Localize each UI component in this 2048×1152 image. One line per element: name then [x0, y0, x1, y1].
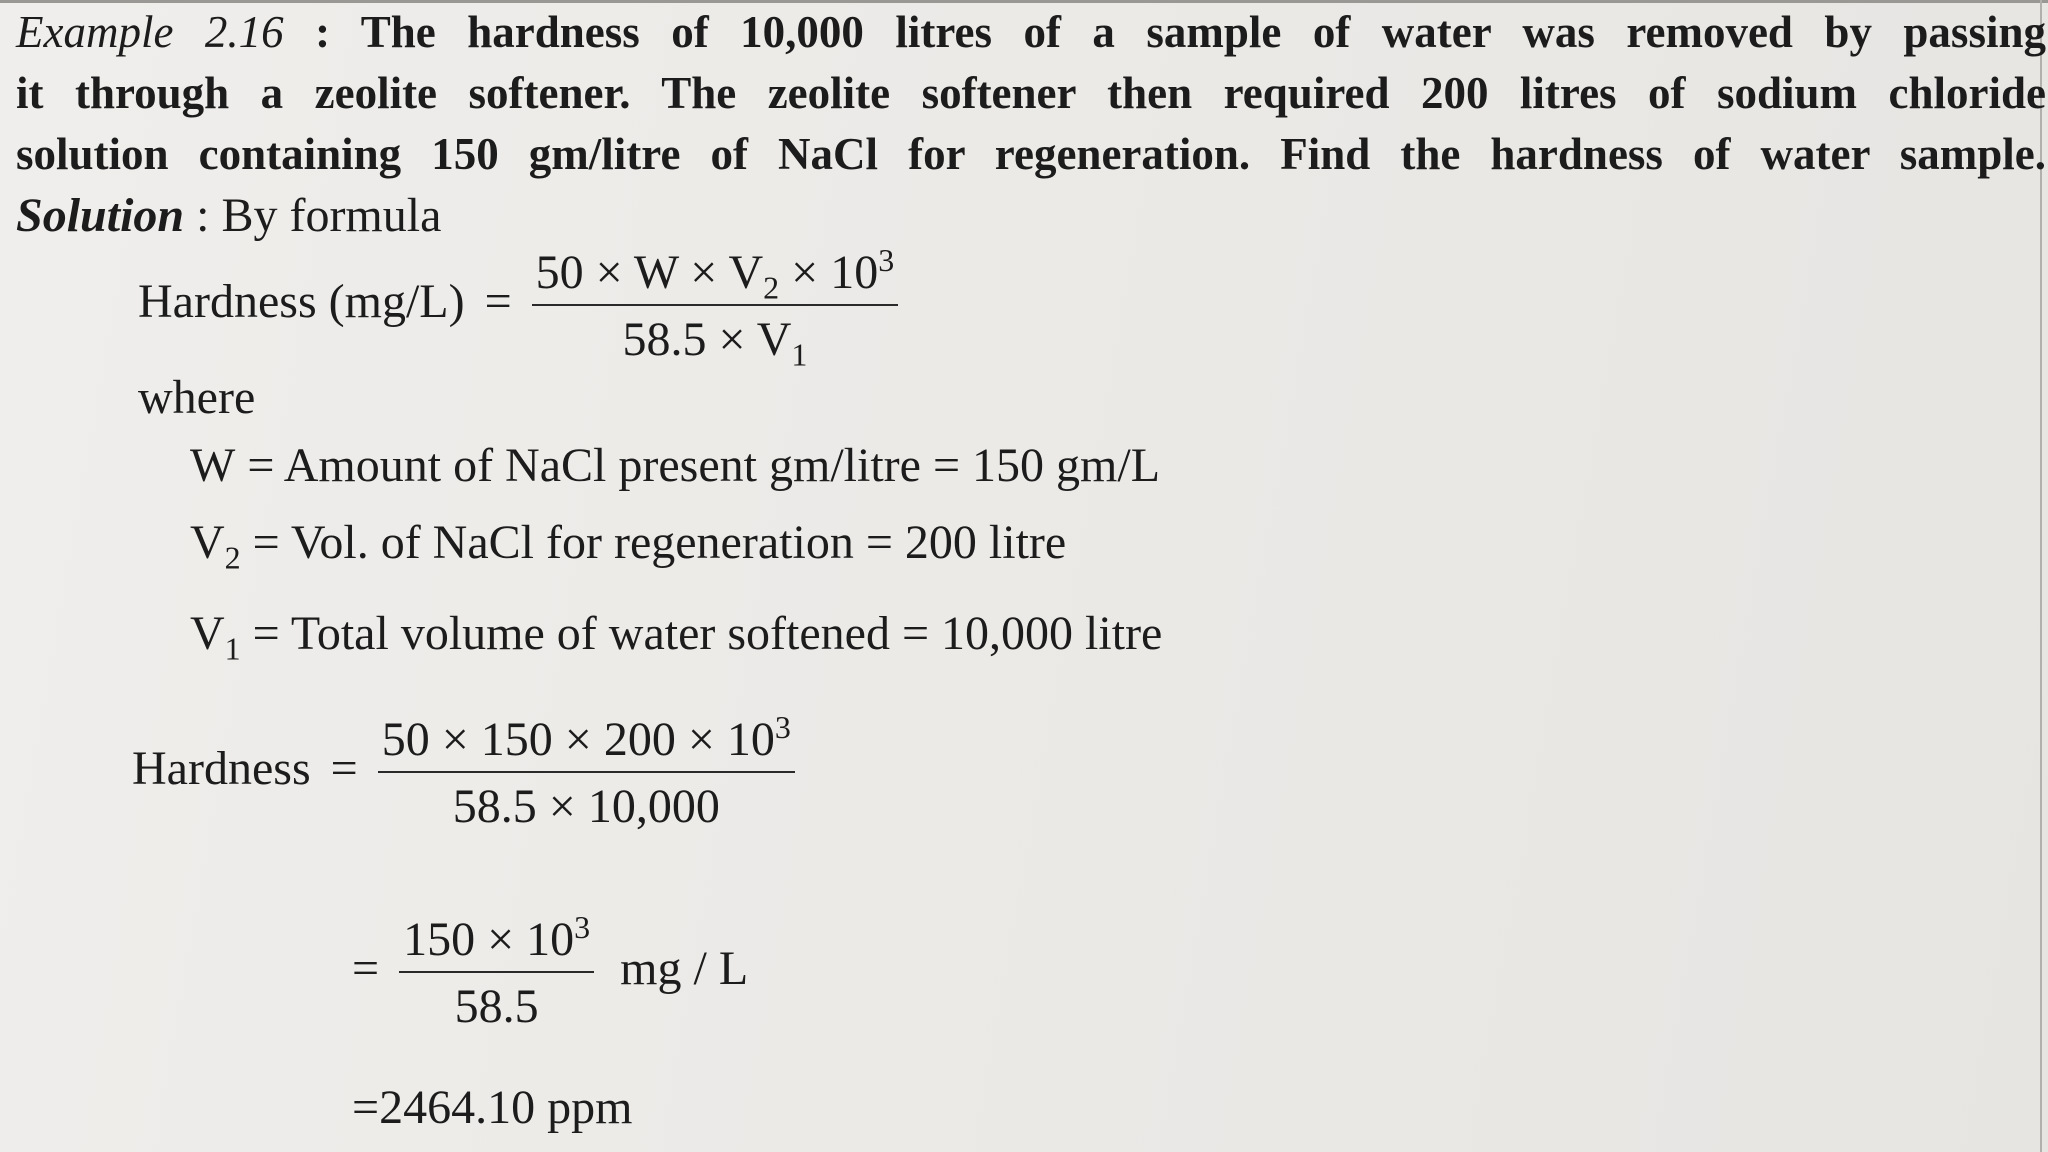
result-value: 2464.10 ppm	[379, 1081, 633, 1134]
problem-statement	[16, 2, 2046, 185]
simplified-fraction	[399, 909, 594, 1034]
solution-heading: Solution : By formula	[16, 189, 442, 242]
calc-denominator: 58.5 × 10,000	[452, 780, 720, 833]
problem-text-1: The hardness of 10,000 litres of a sample of water was removed by passing	[360, 7, 2046, 57]
simplified-numerator: $150 \times 10^3$	[399, 912, 594, 973]
problem-line-2: it through a zeolite softener. The zeolite softener then required 200 litres of sodium chloride	[16, 68, 2046, 118]
problem-line-1: Example 2.16 : The hardness of 10,000 litres of a sample of water was removed by passing	[16, 7, 2046, 57]
where-label: where	[138, 371, 256, 424]
problem-line-3: solution containing 150 gm/litre of NaCl for regeneration. Find the hardness of water sample.	[16, 129, 2046, 179]
definition-v2: $V_2$ = Vol. of NaCl for regeneration = 200 litre	[190, 516, 1067, 576]
hardness-formula: Hardness (mg/L) = $\frac{50 \times W \times V_2 \times 10^3}{58.5 \times V_1}$	[138, 245, 898, 367]
formula-numerator: $50 \times W \times V_2 \times 10^3$	[532, 245, 899, 306]
formula-lhs: Hardness (mg/L)	[138, 275, 465, 329]
definition-v1: $V_1$ = Total volume of water softened = 10,000 litre	[190, 607, 1163, 667]
solution-intro: By formula	[221, 189, 442, 242]
calc-fraction	[378, 709, 795, 834]
formula-denominator: $58.5 \times V_1$	[622, 313, 808, 373]
unit-label: mg / L	[620, 942, 749, 996]
hardness-calculation: Hardness = $\frac{50 \times 150 \times 200 \times 10^3}{58.5 \times 10,000}$	[132, 712, 795, 834]
final-result: =2464.10 ppm	[352, 1081, 633, 1134]
calc-numerator: $50 \times 150 \times 200 \times 10^3$	[378, 712, 795, 773]
formula-fraction	[532, 242, 899, 373]
example-label: Example 2.16	[16, 7, 284, 57]
solution-label: Solution	[16, 189, 185, 242]
simplified-calculation: = $\frac{150 \times 10^3}{58.5}$ mg / L	[352, 909, 749, 1033]
simplified-denominator: 58.5	[454, 980, 539, 1033]
calc-lhs: Hardness	[132, 742, 311, 796]
definition-w: W = Amount of NaCl present gm/litre = 150 gm/L	[190, 439, 1161, 492]
